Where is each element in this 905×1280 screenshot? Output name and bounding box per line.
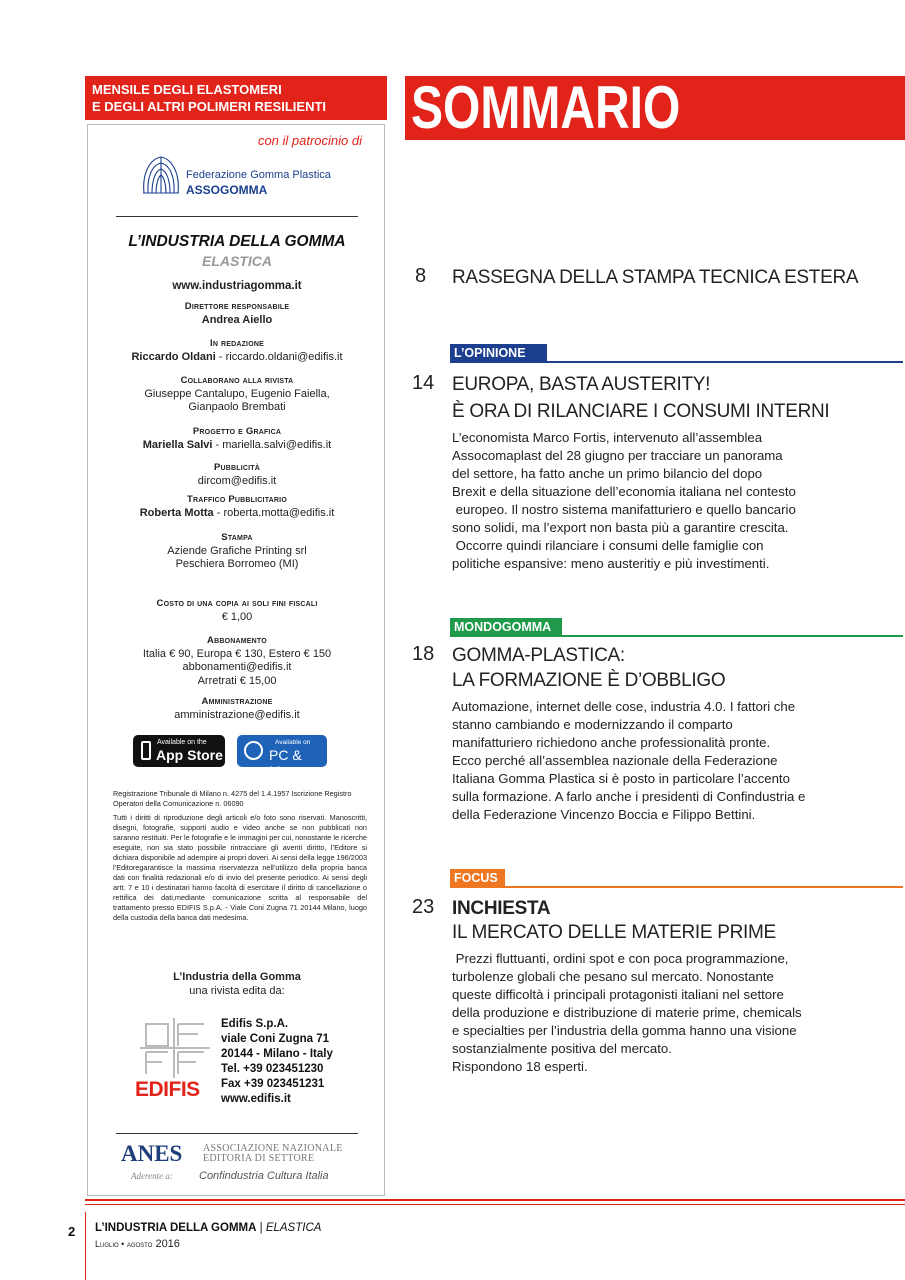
edifis-wordmark: EDIFIS bbox=[135, 1078, 200, 1101]
colophon-box bbox=[87, 124, 385, 1196]
article-summary bbox=[452, 429, 796, 573]
summary-line: della produzione e distribuzione di materie prime, chemicals bbox=[452, 1005, 802, 1020]
article-title[interactable]: EUROPA, BASTA AUSTERITY! bbox=[452, 374, 711, 395]
section-tag-mondogomma: MONDOGOMMA bbox=[450, 618, 562, 636]
footer-issue bbox=[95, 1238, 180, 1250]
credit-email[interactable]: amministrazione@edifis.it bbox=[174, 708, 300, 721]
credit-text: Aziende Grafiche Printing srl bbox=[167, 544, 307, 557]
divider bbox=[116, 216, 358, 217]
credit-email[interactable]: - mariella.salvi@edifis.it bbox=[212, 438, 332, 451]
website-link[interactable]: www.industriagomma.it bbox=[172, 280, 302, 292]
federation-name: Federazione Gomma Plastica bbox=[186, 169, 331, 181]
credit-name: Andrea Aiello bbox=[201, 313, 273, 326]
issue-year: 2016 bbox=[152, 1238, 180, 1250]
app-store-small: Available on the bbox=[157, 739, 207, 746]
article-summary bbox=[452, 950, 802, 1076]
issue-months: Luglio • agosto bbox=[95, 1239, 153, 1249]
credit-heading: Pubblicità bbox=[213, 462, 261, 473]
article-page-number: 14 bbox=[412, 372, 435, 394]
summary-line: della Federazione Vincenzo Boccia e Filippo Bettini. bbox=[452, 807, 756, 822]
summary-line: del settore, ha fatto anche un primo bilancio del dopo bbox=[452, 466, 763, 481]
credit-ad-traffic bbox=[88, 493, 386, 520]
credit-heading: Costo di una copia ai soli fini fiscali bbox=[156, 598, 318, 609]
address-line: 20144 - Milano - Italy bbox=[221, 1048, 333, 1060]
summary-line: queste difficoltà i principali protagonisti italiani nel settore bbox=[452, 987, 784, 1002]
credit-heading: Amministrazione bbox=[201, 696, 273, 707]
section-tag-focus: FOCUS bbox=[450, 869, 505, 887]
page-title: SOMMARIO bbox=[411, 74, 681, 141]
credit-print bbox=[88, 531, 386, 572]
section-rule bbox=[450, 886, 903, 888]
credit-text: Italia € 90, Europa € 130, Estero € 150 bbox=[142, 647, 332, 660]
member-of-label: Aderente a: bbox=[131, 1171, 173, 1181]
article-title-line-2[interactable]: IL MERCATO DELLE MATERIE PRIME bbox=[452, 922, 776, 943]
summary-line: sono solidi, ma l’export non basta più a garantire crescita. bbox=[452, 520, 789, 535]
address-line: Tel. +39 023451230 bbox=[221, 1063, 324, 1075]
magazine-subtitle: ELASTICA bbox=[202, 253, 272, 269]
credit-heading: In redazione bbox=[210, 338, 264, 349]
summary-line: Rispondono 18 esperti. bbox=[452, 1059, 588, 1074]
credit-text: Arretrati € 15,00 bbox=[197, 674, 277, 687]
credit-heading: Traffico Pubblicitario bbox=[187, 494, 287, 505]
footer-vertical-rule bbox=[85, 1212, 86, 1280]
article-page-number: 18 bbox=[412, 643, 435, 665]
credit-email[interactable]: dircom@edifis.it bbox=[197, 474, 277, 487]
article-title[interactable]: GOMMA-PLASTICA: bbox=[452, 645, 625, 666]
credit-heading: Direttore responsabile bbox=[184, 301, 290, 312]
credit-administration bbox=[88, 695, 386, 722]
tagline-line-1: MENSILE DEGLI ELASTOMERI bbox=[92, 82, 282, 97]
credit-text: € 1,00 bbox=[221, 610, 253, 623]
summary-line: L’economista Marco Fortis, intervenuto all’assemblea bbox=[452, 430, 763, 445]
publisher-magazine: L’Industria della Gomma bbox=[173, 971, 301, 983]
section-tag-opinione: L’OPINIONE bbox=[450, 344, 547, 362]
credit-email[interactable]: - riccardo.oldani@edifis.it bbox=[215, 350, 343, 363]
publisher-website[interactable]: www.edifis.it bbox=[221, 1093, 291, 1105]
registration-note: Registrazione Tribunale di Milano n. 4275 del 1.4.1957 Iscrizione Registro Operatori della Comunicazione n. 06090 bbox=[113, 789, 352, 808]
summary-line: Ecco perché all’assemblea nazionale della Federazione bbox=[452, 753, 778, 768]
credit-heading: Stampa bbox=[221, 532, 253, 543]
credit-email[interactable]: - roberta.motta@edifis.it bbox=[213, 506, 335, 519]
section-rule bbox=[450, 635, 903, 637]
tagline-line-2: E DEGLI ALTRI POLIMERI RESILIENTI bbox=[92, 99, 327, 114]
footer-separator: | bbox=[256, 1222, 266, 1234]
article-summary bbox=[452, 698, 805, 824]
credit-email[interactable]: abbonamenti@edifis.it bbox=[182, 661, 292, 673]
magazine-title: L’INDUSTRIA DELLA GOMMA bbox=[128, 233, 346, 250]
edifis-logo bbox=[135, 1018, 213, 1104]
credit-text: Gianpaolo Brembati bbox=[188, 401, 286, 413]
footer-magazine-title: L’INDUSTRIA DELLA GOMMA bbox=[95, 1222, 257, 1234]
pc-mac-label: PC & Mac bbox=[269, 747, 302, 779]
anes-fullname-line: EDITORIA DI SETTORE bbox=[203, 1153, 315, 1164]
footer-magazine-subtitle: ELASTICA bbox=[265, 1222, 322, 1234]
edifis-emblem-icon bbox=[138, 1018, 213, 1078]
article-page-number: 8 bbox=[415, 265, 427, 287]
legal-notice: Tutti i diritti di riproduzione degli articoli e/o foto sono riservati. Manoscritti, disegni, fotografie, supporti audio e video anche se non pubblicati non saranno restituiti. Per le fotografie e le immagini per cui, nonostante le ricerche eseguite, non sia stato possibile rintracciare gli aventi diritto, l’Editore si dichiara disponibile ad adempire ai propri doveri. Ai sensi della legge 196/2003 l’Editoregarantisce la massima riservatezza nell’utilizzo della propria banca dati con finalità redazionali e/o di invio del presente periodico. Ai sensi degli artt. 7 e 10 i destinatari hanno facoltà di esercitare il diritto di cancellazione o rettifica dei dati,mediante comunicazione scritta al responsabile del trattamento presso EDIFIS S.p.A. - Viale Coni Zugna 71 20144 Milano, luogo della custodia della banca dati medesima. bbox=[113, 813, 367, 922]
anes-wordmark: ANES bbox=[121, 1141, 183, 1166]
assogomma-name: ASSOGOMMA bbox=[186, 183, 268, 197]
credit-design bbox=[88, 425, 386, 452]
credit-name: Riccardo Oldani bbox=[131, 350, 216, 363]
summary-line: Prezzi fluttuanti, ordini spot e con poca programmazione, bbox=[452, 951, 789, 966]
summary-line: Occorre quindi rilanciare i consumi delle famiglie con bbox=[452, 538, 764, 553]
credit-name: Roberta Motta bbox=[139, 506, 214, 519]
summary-line: europeo. Il nostro sistema manifatturiero e quello bancario bbox=[452, 502, 796, 517]
footer-rule bbox=[85, 1199, 905, 1201]
article-page-number: 23 bbox=[412, 896, 435, 918]
phone-icon bbox=[141, 741, 151, 760]
magazine-tagline bbox=[85, 76, 387, 120]
credit-director bbox=[88, 300, 386, 327]
summary-line: politiche espansive: meno austeritiy e più investimenti. bbox=[452, 556, 770, 571]
patronage-label: con il patrocinio di bbox=[257, 133, 362, 148]
page-title-banner bbox=[405, 76, 905, 140]
summary-line: sulla formazione. A farlo anche i presidenti di Confindustria e bbox=[452, 789, 806, 804]
summary-line: Italiana Gomma Plastica si è posto in particolare l’accento bbox=[452, 771, 790, 786]
credit-text: Peschiera Borromeo (MI) bbox=[175, 558, 299, 570]
address-line: viale Coni Zugna 71 bbox=[221, 1033, 329, 1045]
publisher-address bbox=[221, 1017, 333, 1107]
section-rule bbox=[450, 361, 903, 363]
credit-heading: Collaborano alla rivista bbox=[180, 375, 294, 386]
credit-heading: Abbonamento bbox=[207, 635, 267, 646]
pc-mac-badge[interactable] bbox=[237, 735, 327, 779]
summary-line: Brexit e della situazione dell’economia italiana nel contesto bbox=[452, 484, 796, 499]
assogomma-emblem-icon bbox=[140, 153, 182, 197]
anes-fullname bbox=[203, 1144, 343, 1164]
anes-fullname-line: ASSOCIAZIONE NAZIONALE bbox=[203, 1143, 343, 1154]
summary-line: stanno cambiando e modernizzando il comparto bbox=[452, 717, 733, 732]
credit-editorial bbox=[88, 337, 386, 364]
summary-line: Assocomaplast del 28 giugno per tracciare un panorama bbox=[452, 448, 783, 463]
app-store-label: App Store bbox=[156, 747, 223, 763]
summary-line: turbolenze globali che pesano sul mercato. Nonostante bbox=[452, 969, 774, 984]
footer-rule-thin bbox=[85, 1204, 905, 1205]
address-line: Fax +39 023451231 bbox=[221, 1078, 325, 1090]
confindustria-label: Confindustria Cultura Italia bbox=[199, 1170, 329, 1182]
credit-advertising bbox=[88, 461, 386, 488]
credit-contributors bbox=[88, 374, 386, 415]
article-title[interactable]: RASSEGNA DELLA STAMPA TECNICA ESTERA bbox=[452, 267, 859, 288]
pc-mac-small: Available on bbox=[275, 739, 311, 746]
summary-line: e specialties per l’industria della gomma hanno una visione bbox=[452, 1023, 797, 1038]
summary-line: sostanzialmente positiva del mercato. bbox=[452, 1041, 672, 1056]
footer-magazine bbox=[95, 1222, 321, 1234]
credit-text: Giuseppe Cantalupo, Eugenio Faiella, bbox=[144, 387, 330, 400]
anes-logo bbox=[121, 1141, 361, 1185]
summary-line: Automazione, internet delle cose, industria 4.0. I fattori che bbox=[452, 699, 796, 714]
credit-subscription bbox=[88, 634, 386, 688]
credit-cost bbox=[88, 597, 386, 624]
app-store-badge[interactable] bbox=[133, 735, 225, 767]
publisher-intro: una rivista edita da: bbox=[189, 985, 285, 997]
credit-heading: Progetto e Grafica bbox=[192, 426, 282, 437]
computer-icon bbox=[244, 741, 263, 760]
page-number: 2 bbox=[68, 1224, 76, 1239]
divider bbox=[116, 1133, 358, 1134]
address-line: Edifis S.p.A. bbox=[221, 1018, 289, 1030]
article-title[interactable]: INCHIESTA bbox=[452, 898, 551, 919]
article-title-line-2[interactable]: È ORA DI RILANCIARE I CONSUMI INTERNI bbox=[452, 401, 830, 422]
credit-name: Mariella Salvi bbox=[142, 438, 213, 451]
summary-line: manifatturiero richiedono anche professionalità pronte. bbox=[452, 735, 771, 750]
article-title-line-2[interactable]: LA FORMAZIONE È D’OBBLIGO bbox=[452, 670, 726, 691]
